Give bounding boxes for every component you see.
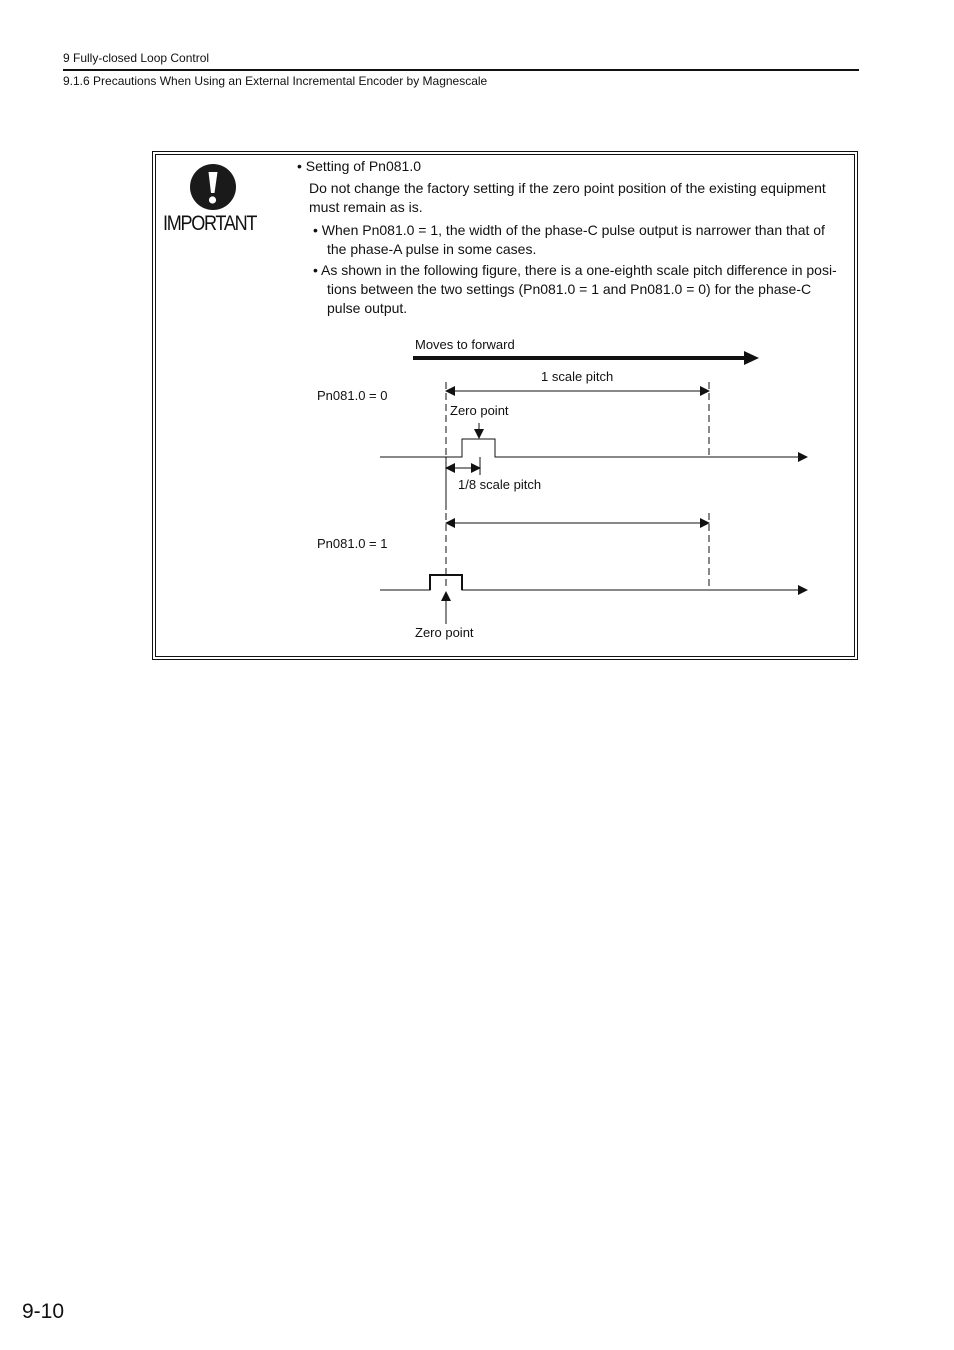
chapter-header: 9 Fully-closed Loop Control [63,51,210,65]
notice-intro-line2: must remain as is. [309,199,423,215]
section-header: 9.1.6 Precautions When Using an External Incremental Encoder by Magnescale [63,74,488,88]
axis-arrow-top [798,452,808,462]
pulse-waveform-setting1 [380,575,807,590]
pulse-waveform-setting0 [380,439,807,457]
zero-point-label-bottom: Zero point [415,625,474,640]
bullet2-line3: pulse output. [327,300,408,316]
scale-pitch-label: 1 scale pitch [541,369,614,384]
notice-heading: • Setting of Pn081.0 [297,158,421,174]
bullet1-line2: the phase-A pulse in some cases. [327,241,537,257]
forward-arrow-head [744,351,759,365]
setting1-label: Pn081.0 = 1 [317,536,388,551]
page-number: 9-10 [22,1300,65,1323]
setting0-label: Pn081.0 = 0 [317,388,388,403]
bullet2-line1: • As shown in the following figure, there is a one-eighth scale pitch difference in posi- [313,262,837,278]
axis-arrow-bottom [798,585,808,595]
eighth-pitch-label: 1/8 scale pitch [458,477,542,492]
important-label: IMPORTANT [163,212,257,235]
bullet1-line1: • When Pn081.0 = 1, the width of the phase-C pulse output is narrower than that of [313,222,825,238]
bullet2-line2: tions between the two settings (Pn081.0 = 1 and Pn081.0 = 0) for the phase-C [327,281,812,297]
notice-intro-line1: Do not change the factory setting if the zero point position of the existing equipment [309,180,826,196]
zero-point-label-top: Zero point [450,403,509,418]
moves-forward-label: Moves to forward [415,337,515,352]
